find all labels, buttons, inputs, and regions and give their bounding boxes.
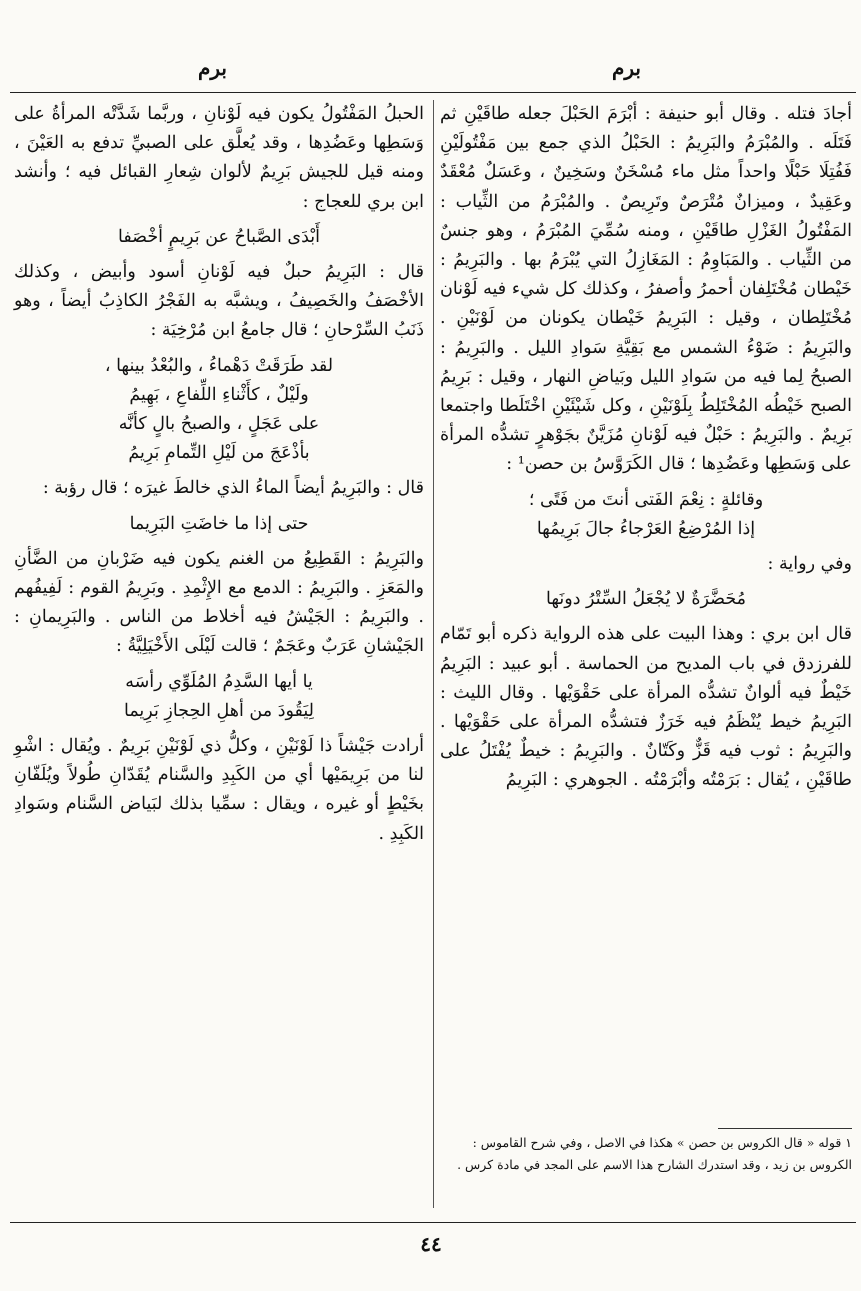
running-header-left: برم: [198, 56, 227, 80]
poem-verse: [440, 486, 852, 544]
paragraph: أرادت جَيْشاً ذا لَوْنَيْنِ ، وكلُّ ذي لَوْنَيْنِ بَرِيمٌ . ويُقال : اشْوِ لنا من بَرِيمَيْها أي من الكَبِدِ والسَّنام يُقَدّانِ طُولاً ويُلَفّانِ بخَيْطٍ أو غيره ، ويقال : سمِّيا بذلك لبَياض السَّنام وسَوادِ الكَبِدِ .: [14, 736, 424, 844]
column-divider: [433, 100, 434, 1208]
footnote-rule: [718, 1128, 852, 1129]
verse-line: لقد طَرَقَتْ دَهْماءُ ، والبُعْدُ بينها ،: [104, 355, 334, 376]
verse-line: وقائلةٍ : نِعْمَ الفَتى أنتَ من فَتًى ؛: [528, 489, 764, 510]
verse-line: على عَجَلٍ ، والصبحُ بالٍ كأنَّه: [118, 414, 320, 435]
page-number: ٤٤: [420, 1232, 442, 1256]
paragraph: أجادَ فتله . وقال أبو حنيفة : أبْرَمَ الحَبْلَ جعله طاقَيْنِ ثم فَتَلَه . والمُبْرَمُ والبَرِيمُ : الحَبْلُ الذي جمع بين مَفْتُولَيْنِ فَفُتِلَا حَبْلًا واحداً مثل ماء مُسْخَنٌ وسَخِينٌ ، وعَسَلٌ مُعْقَدٌ وعَقِيدٌ ، وميزانٌ مُتْرَصٌ وتَرِيصٌ . والمُبْرَمُ من الثِّياب : المَفْتُولُ الغَزْلِ طاقَيْنِ ، ومنه سُمِّيَ المُبْرَمُ ، وهو جنسٌ من الثِّياب . والمَبَاوِمُ : المَغَازِلُ التي يُبْرَمُ بها . والبَرِيمُ : خَيْطان مُخْتَلِفان أحمرُ وأصفرُ ، وكذلك كل شيء فيه لَوْنان مُخْتَلِطان ، وقيل : البَرِيمُ خَيْطان يكونان من لَوْنَيْنِ . والبَرِيمُ : ضَوْءُ الشمس مع بَقِيَّةِ سَوادِ الليل . والبَرِيمُ : الصبحُ لِما فيه من سَوادِ الليل وبَياضِ النهار ، وقيل : بَرِيمُ الصبح خَيْطُه المُخْتَلِطُ بِلَوْنَيْنِ ، وكل شَيْئَيْنِ اخْتَلَطا واجتمعا بَرِيمٌ . والبَرِيمُ : حَبْلٌ فيه لَوْنانِ مُزَيَّنٌ بجَوْهرٍ تشدُّه المرأة على وَسَطِها وعَضُدِها ؛ قال الكَرَوَّسُ بن حصن¹ :: [440, 104, 852, 475]
paragraph: قال ابن بري : وهذا البيت على هذه الرواية ذكره أبو تَمّام للفرزدق في باب المديح من الحماسة . أبو عبيد : البَرِيمُ خَيْطٌ فيه ألوانٌ تشدُّه المرأة على حَقْوَيْها . وقال الليث : البَرِيمُ خيط يُنْظَمُ فيه خَرَزٌ فتشدُّه المرأة على حَقْوَيْها . والبَرِيمُ : ثوب فيه قَزٌّ وكَتّانٌ . والبَرِيمُ : خيطٌ يُفْتَلُ على طاقَيْنِ ، يُقال : بَرَمْتُه وأبْرَمْتُه . الجوهري : البَرِيمُ: [440, 624, 852, 791]
poem-verse: [14, 223, 424, 252]
poem-verse: [14, 668, 424, 726]
left-column: [14, 100, 424, 849]
paragraph: قال : البَرِيمُ حبلٌ فيه لَوْنانِ أسود وأبيض ، وكذلك الأخْصَفُ والخَصِيفُ ، ويشبَّه به الفَجْرُ الكاذِبُ أيضاً ، وهو ذَنَبُ السِّرْحانِ ؛ قال جامعُ ابن مُرْخِيَة :: [14, 262, 424, 341]
paragraph: والبَرِيمُ : القَطِيعُ من الغنم يكون فيه ضَرْبانِ من الضَّأنِ والمَعَزِ . والبَرِيمُ : الدمع مع الإِثْمِدِ . وبَرِيمُ القوم : لَفِيفُهم . والبَرِيمُ : الجَيْشُ فيه أخلاط من الناس . والبَرِيمانِ : الجَيْشانِ عَرَبٌ وعَجَمٌ ؛ قالت لَيْلَى الأَخْيَلِيَّةُ :: [14, 548, 424, 657]
running-header-right: برم: [612, 56, 641, 80]
verse-line: بأذْعَجَ من لَيْلِ التِّمامِ بَرِيمُ: [128, 443, 310, 464]
verse-line: حتى إذا ما خاضَتِ البَرِيما: [129, 513, 309, 534]
verse-line: ولَيْلٌ ، كأَثْناءِ اللِّفاعِ ، بَهِيمُ: [129, 384, 309, 405]
verse-line: لِيَقُودَ من أهلِ الحِجازِ بَرِيما: [123, 700, 314, 721]
verse-line: مُحَضَّرَةٌ لا يُجْعَلُ السِّتْرُ دونَها: [545, 589, 747, 610]
header-rule: [10, 92, 856, 93]
paragraph: الحبلُ المَفْتُولُ يكون فيه لَوْنانِ ، وربَّما شَدَّتْه المرأةُ على وَسَطِها وعَضُدِها ، وقد يُعلَّق على الصبيِّ تدفع به العَيْنَ ، ومنه قيل للجيش بَرِيمٌ لألوان شِعارِ القبائل فيه ؛ وأنشد ابن بري للعجاج :: [14, 104, 424, 212]
verse-line: أَبْدَى الصَّباحُ عن بَرِيمٍ أخْصَفا: [118, 226, 320, 247]
footer-rule: [10, 1222, 856, 1223]
right-column: [440, 100, 852, 796]
footnote: ١ قوله « قال الكروس بن حصن » هكذا في الاصل ، وفي شرح القاموس : الكروس بن زيد ، وقد استدرك الشارح هذا الاسم على المجد في مادة كرس .: [457, 1135, 852, 1172]
poem-verse: [440, 585, 852, 614]
poem-verse: [14, 510, 424, 539]
poem-verse: [14, 352, 424, 469]
paragraph: قال : والبَرِيمُ أيضاً الماءُ الذي خالطَ غيرَه ؛ قال رؤبة :: [42, 478, 424, 499]
verse-line: يا أيها السَّدِمُ المُلَوِّي رأسَه: [125, 671, 313, 692]
verse-line: إذا المُرْضِعُ العَرْجاءُ جالَ بَرِيمُها: [536, 518, 756, 539]
paragraph: وفي رواية :: [767, 554, 852, 575]
